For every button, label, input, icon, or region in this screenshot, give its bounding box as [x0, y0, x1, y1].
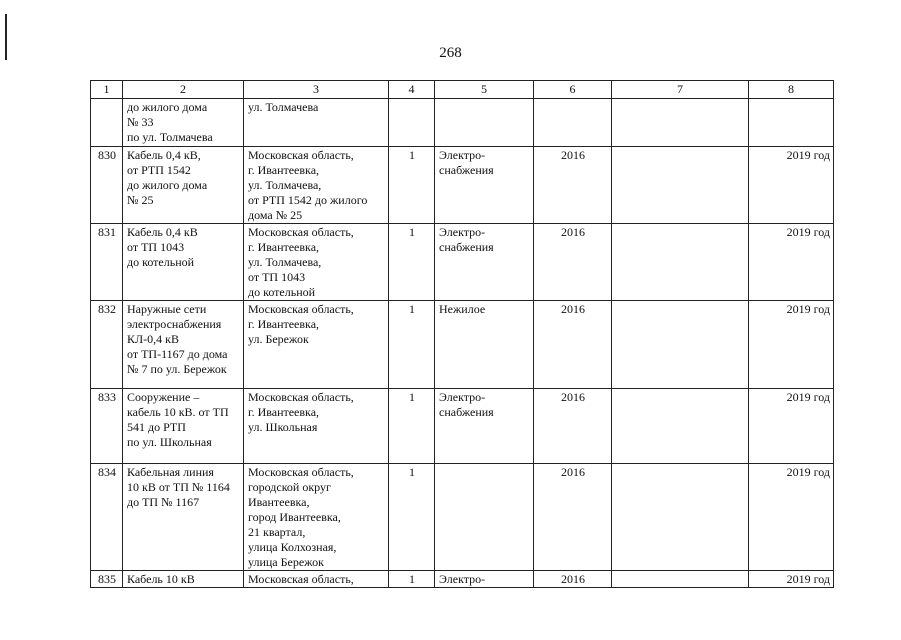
header-col-3: 3 — [244, 81, 389, 99]
table-row — [91, 389, 834, 464]
cell-quantity: 1 — [389, 224, 435, 301]
cell-year: 2016 — [534, 464, 612, 571]
cell-address-line: городской округ — [248, 480, 331, 494]
cell-address — [244, 301, 389, 389]
cell-col7 — [612, 147, 749, 224]
cell-name-line: № 33 — [127, 115, 154, 129]
table-body — [91, 99, 834, 588]
header-col-6: 6 — [534, 81, 612, 99]
cell-name — [123, 99, 244, 147]
cell-name-line: по ул. Толмачева — [127, 130, 213, 144]
cell-address — [244, 99, 389, 147]
cell-purpose-line: Электро- — [439, 148, 486, 162]
cell-address-line: Московская область, — [248, 390, 354, 404]
cell-name — [123, 571, 244, 588]
cell-col8: 2019 год — [749, 147, 834, 224]
cell-address-line: Московская область, — [248, 225, 354, 239]
cell-address-line: ул. Толмачева — [248, 100, 319, 114]
header-col-7: 7 — [612, 81, 749, 99]
cell-col8: 2019 год — [749, 224, 834, 301]
cell-purpose — [435, 464, 534, 571]
cell-purpose-line: Электро- — [439, 390, 486, 404]
cell-purpose — [435, 99, 534, 147]
cell-name — [123, 147, 244, 224]
cell-quantity — [389, 99, 435, 147]
cell-name-line: от РТП 1542 — [127, 163, 191, 177]
cell-year: 2016 — [534, 389, 612, 464]
cell-name-line: до котельной — [127, 255, 195, 269]
cell-quantity: 1 — [389, 147, 435, 224]
cell-name-line: Кабель 0,4 кВ — [127, 225, 198, 239]
cell-year: 2016 — [534, 301, 612, 389]
header-col-1: 1 — [91, 81, 123, 99]
cell-purpose — [435, 389, 534, 464]
cell-purpose — [435, 571, 534, 588]
cell-purpose-line: снабжения — [439, 240, 494, 254]
cell-number: 833 — [91, 389, 123, 464]
cell-address-line: Ивантеевка, — [248, 495, 310, 509]
cell-col8 — [749, 99, 834, 147]
cell-address-line: ул. Школьная — [248, 420, 318, 434]
header-col-2: 2 — [123, 81, 244, 99]
cell-purpose-line: снабжения — [439, 163, 494, 177]
cell-col7 — [612, 224, 749, 301]
cell-name-line: электроснабжения — [127, 317, 222, 331]
cell-address-line: до котельной — [248, 285, 316, 299]
cell-purpose — [435, 224, 534, 301]
cell-col7 — [612, 389, 749, 464]
cell-number: 832 — [91, 301, 123, 389]
cell-quantity: 1 — [389, 464, 435, 571]
cell-address-line: г. Ивантеевка, — [248, 405, 320, 419]
table-row — [91, 571, 834, 588]
cell-year: 2016 — [534, 224, 612, 301]
cell-name-line: от ТП 1043 — [127, 240, 185, 254]
cell-address-line: Московская область, — [248, 302, 354, 316]
cell-col8: 2019 год — [749, 464, 834, 571]
cell-col7 — [612, 301, 749, 389]
cell-address-line: Московская область, — [248, 148, 354, 162]
cell-quantity: 1 — [389, 389, 435, 464]
cell-name-line: Кабель 10 кВ — [127, 572, 195, 586]
cell-name — [123, 464, 244, 571]
cell-address-line: ул. Толмачева, — [248, 178, 322, 192]
registry-table — [90, 80, 834, 588]
cell-address — [244, 147, 389, 224]
cell-col7 — [612, 99, 749, 147]
cell-name-line: до ТП № 1167 — [127, 495, 200, 509]
header-col-5: 5 — [435, 81, 534, 99]
cell-name-line: до жилого дома — [127, 178, 208, 192]
cell-address-line: от РТП 1542 до жилого — [248, 193, 368, 207]
cell-address-line: г. Ивантеевка, — [248, 163, 320, 177]
cell-address-line: от ТП 1043 — [248, 270, 306, 284]
header-row — [91, 81, 834, 99]
cell-purpose-line: Электро- — [439, 225, 486, 239]
cell-quantity: 1 — [389, 301, 435, 389]
cell-purpose — [435, 147, 534, 224]
header-col-8: 8 — [749, 81, 834, 99]
cell-address — [244, 224, 389, 301]
cell-number: 835 — [91, 571, 123, 588]
cell-name — [123, 389, 244, 464]
cell-name-line: 10 кВ от ТП № 1164 — [127, 480, 230, 494]
cell-name-line: Кабель 0,4 кВ, — [127, 148, 201, 162]
cell-address — [244, 389, 389, 464]
cell-address-line: дома № 25 — [248, 208, 303, 222]
cell-name — [123, 224, 244, 301]
cell-name-line: Кабельная линия — [127, 465, 214, 479]
cell-purpose-line: снабжения — [439, 405, 494, 419]
cell-name-line: № 25 — [127, 193, 154, 207]
cell-col8: 2019 год — [749, 301, 834, 389]
table-header — [91, 81, 834, 99]
cell-quantity: 1 — [389, 571, 435, 588]
cell-address-line: г. Ивантеевка, — [248, 240, 320, 254]
cell-address-line: г. Ивантеевка, — [248, 317, 320, 331]
cell-address-line: Московская область, — [248, 465, 354, 479]
cell-number — [91, 99, 123, 147]
cell-address-line: ул. Бережок — [248, 332, 309, 346]
cell-address — [244, 464, 389, 571]
cell-address — [244, 571, 389, 588]
cell-address-line: ул. Толмачева, — [248, 255, 322, 269]
cell-address-line: улица Бережок — [248, 555, 324, 569]
cell-address-line: город Ивантеевка, — [248, 510, 341, 524]
cell-name-line: до жилого дома — [127, 100, 208, 114]
cell-year: 2016 — [534, 571, 612, 588]
table-row — [91, 464, 834, 571]
page-number: 268 — [439, 45, 462, 61]
cell-col8: 2019 год — [749, 571, 834, 588]
cell-col8: 2019 год — [749, 389, 834, 464]
cell-number: 834 — [91, 464, 123, 571]
cell-number: 831 — [91, 224, 123, 301]
cell-year — [534, 99, 612, 147]
header-col-4: 4 — [389, 81, 435, 99]
cell-purpose — [435, 301, 534, 389]
table-row — [91, 147, 834, 224]
cell-address-line: улица Колхозная, — [248, 540, 337, 554]
cell-purpose-line: Электро- — [439, 572, 486, 586]
cell-col7 — [612, 571, 749, 588]
cell-name-line: 541 до РТП — [127, 420, 186, 434]
cell-name-line: от ТП-1167 до дома — [127, 347, 228, 361]
cell-name-line: № 7 по ул. Бережок — [127, 362, 227, 376]
cell-name-line: кабель 10 кВ. от ТП — [127, 405, 229, 419]
cell-name-line: по ул. Школьная — [127, 435, 212, 449]
table-row — [91, 224, 834, 301]
cell-address-line: 21 квартал, — [248, 525, 306, 539]
cell-name — [123, 301, 244, 389]
cell-name-line: Сооружение – — [127, 390, 200, 404]
table-row — [91, 301, 834, 389]
cell-number: 830 — [91, 147, 123, 224]
cell-name-line: КЛ-0,4 кВ — [127, 332, 179, 346]
cell-purpose-line: Нежилое — [439, 302, 486, 316]
cell-year: 2016 — [534, 147, 612, 224]
cell-address-line: Московская область, — [248, 572, 354, 586]
table-row — [91, 99, 834, 147]
cell-name-line: Наружные сети — [127, 302, 207, 316]
cell-col7 — [612, 464, 749, 571]
